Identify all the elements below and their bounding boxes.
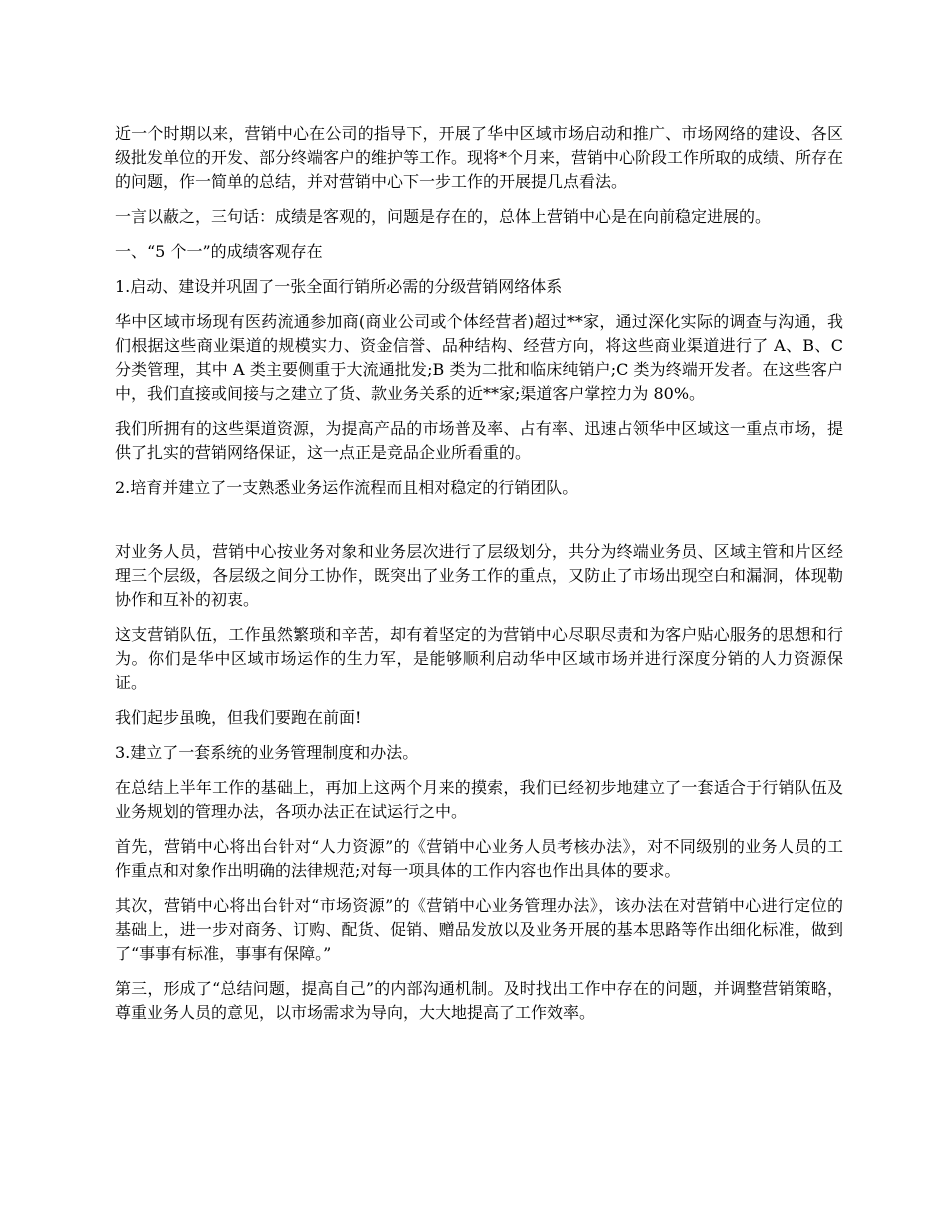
paragraph-second: 其次，营销中心将出台针对“市场资源”的《营销中心业务管理办法》，该办法在对营销中心进行定位的基础上，进一步对商务、订购、配货、促销、赠品发放以及业务开展的基本思路等作出细化标准，做到了“事事有标准，事事有保障。” xyxy=(115,896,843,963)
section-heading: 一、“5 个一”的成绩客观存在 xyxy=(115,242,323,261)
paragraph-network: 华中区域市场现有医药流通参加商(商业公司或个体经营者)超过**家，通过深化实际的调查与沟通，我们根据这些商业渠道的规模实力、资金信誉、品种结构、经营方向，将这些商业渠道进行了 A、B、C 分类管理，其中 A 类主要侧重于大流通批发;B 类为二批和临床纯销户;C 类为终端开发者。在这些客户中，我们直接或间接与之建立了货、款业务关系的近**家;渠道客户掌控力为 80%。 xyxy=(115,312,843,403)
paragraph-team: 这支营销队伍，工作虽然繁琐和辛苦，却有着坚定的为营销中心尽职尽责和为客户贴心服务的思想和行为。你们是华中区域市场运作的生力军，是能够顺利启动华中区域市场并进行深度分销的人力资源保证。 xyxy=(115,625,843,692)
paragraph-first: 首先，营销中心将出台针对“人力资源”的《营销中心业务人员考核办法》，对不同级别的业务人员的工作重点和对象作出明确的法律规范;对每一项具体的工作内容也作出具体的要求。 xyxy=(115,837,843,880)
paragraph-third: 第三，形成了“总结问题，提高自己”的内部沟通机制。及时找出工作中存在的问题，并调整营销策略，尊重业务人员的意见，以市场需求为导向，大大地提高了工作效率。 xyxy=(115,979,843,1022)
document-body xyxy=(115,122,843,1036)
paragraph-channel-resources: 我们所拥有的这些渠道资源，为提高产品的市场普及率、占有率、迅速占领华中区域这一重点市场，提供了扎实的营销网络保证，这一点正是竞品企业所看重的。 xyxy=(115,419,843,462)
paragraph-management: 在总结上半年工作的基础上，再加上这两个月来的摸索，我们已经初步地建立了一套适合于行销队伍及业务规划的管理办法，各项办法正在试运行之中。 xyxy=(115,778,843,821)
intro-paragraph: 近一个时期以来，营销中心在公司的指导下，开展了华中区域市场启动和推广、市场网络的建设、各区级批发单位的开发、部分终端客户的维护等工作。现将*个月来，营销中心阶段工作所取的成绩、所存在的问题，作一简单的总结，并对营销中心下一步工作的开展提几点看法。 xyxy=(115,124,844,191)
subheading-2: 2.培育并建立了一支熟悉业务运作流程而且相对稳定的行销团队。 xyxy=(115,478,579,497)
paragraph-slogan: 我们起步虽晚，但我们要跑在前面! xyxy=(115,708,362,727)
subheading-1: 1.启动、建设并巩固了一张全面行销所必需的分级营销网络体系 xyxy=(115,277,563,296)
paragraph-staff-levels: 对业务人员，营销中心按业务对象和业务层次进行了层级划分，共分为终端业务员、区域主管和片区经理三个层级，各层级之间分工协作，既突出了业务工作的重点，又防止了市场出现空白和漏洞，体现勒协作和互补的初衷。 xyxy=(115,542,843,609)
summary-paragraph: 一言以蔽之，三句话：成绩是客观的，问题是存在的，总体上营销中心是在向前稳定进展的。 xyxy=(115,207,772,226)
subheading-3: 3.建立了一套系统的业务管理制度和办法。 xyxy=(115,743,419,762)
